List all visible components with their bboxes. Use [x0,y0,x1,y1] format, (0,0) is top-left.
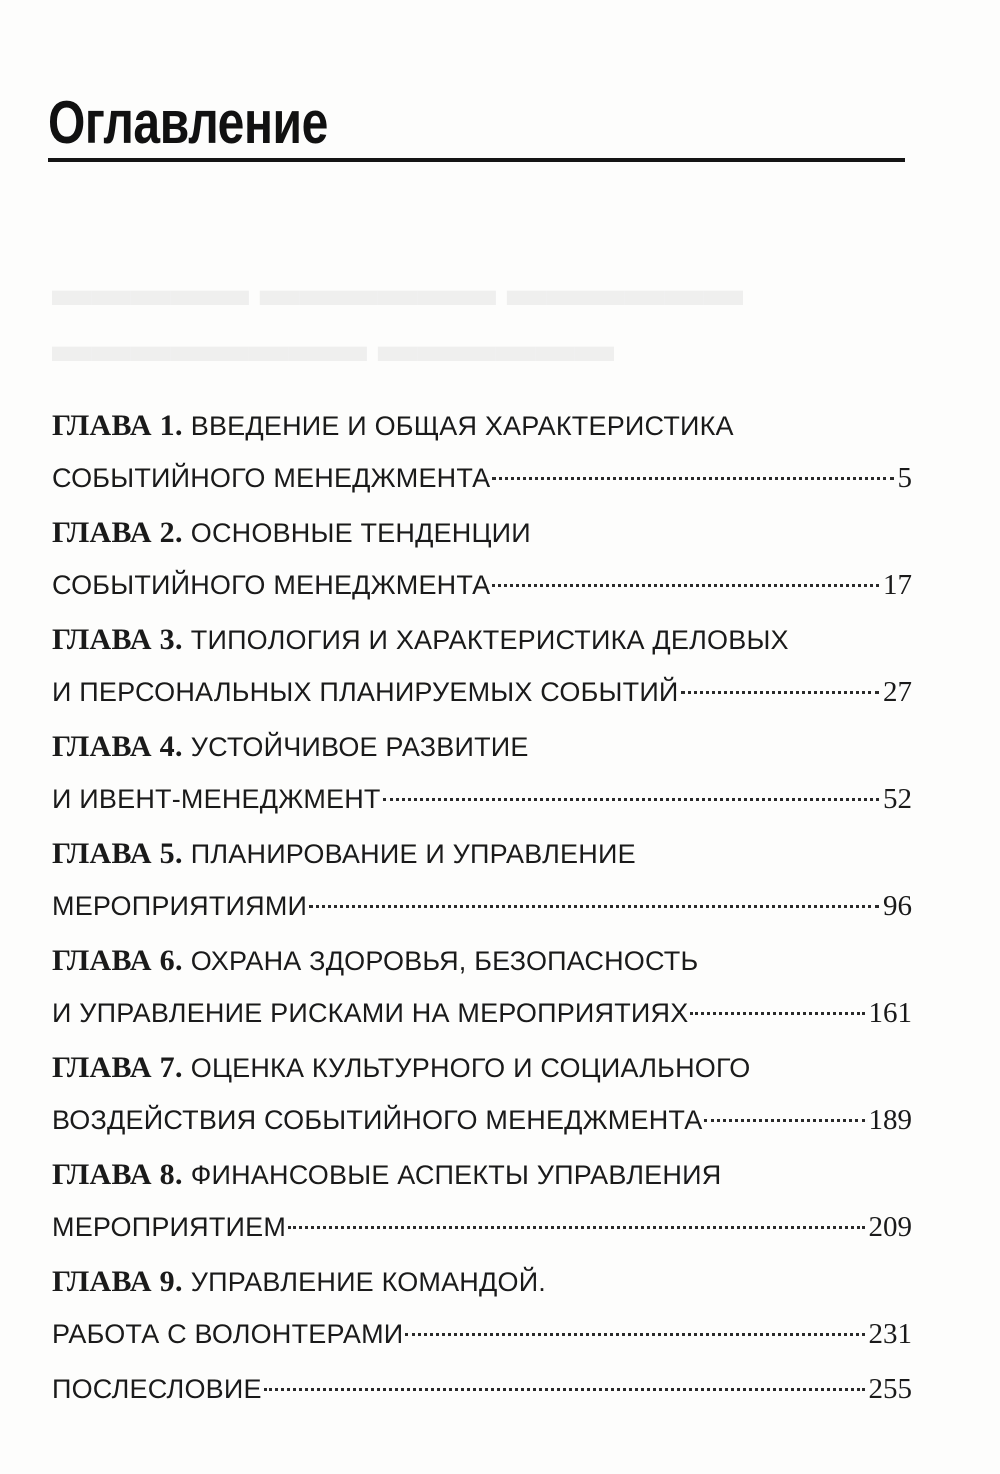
chapter-title-line2: ВОЗДЕЙСТВИЯ СОБЫТИЙНОГО МЕНЕДЖМЕНТА [52,1105,703,1135]
chapter-title-line1: ОЦЕНКА КУЛЬТУРНОГО И СОЦИАЛЬНОГО [190,1053,751,1083]
toc-entry-chapter-3[interactable] [52,614,912,721]
chapter-title-line1: ОХРАНА ЗДОРОВЬЯ, БЕЗОПАСНОСТЬ [190,946,699,976]
page-number: 5 [897,462,912,494]
page-number: 27 [883,676,912,708]
toc-entry-chapter-9[interactable] [52,1256,912,1363]
chapter-title-line2: И ИВЕНТ-МЕНЕДЖМЕНТ [52,784,381,814]
toc-entry-chapter-5[interactable] [52,828,912,935]
chapter-title-line2: И ПЕРСОНАЛЬНЫХ ПЛАНИРУЕМЫХ СОБЫТИЙ [52,677,679,707]
chapter-title-line1: УПРАВЛЕНИЕ КОМАНДОЙ. [190,1267,547,1297]
chapter-label: ГЛАВА 2. [52,516,183,549]
toc-entry-chapter-4[interactable] [52,721,912,828]
chapter-title-line1: ПЛАНИРОВАНИЕ И УПРАВЛЕНИЕ [190,839,636,869]
page-number: 255 [868,1373,912,1405]
dot-leader [309,875,879,908]
page-title: Оглавление [48,89,328,156]
dot-leader [264,1358,865,1391]
afterword-title: ПОСЛЕСЛОВИЕ [52,1374,262,1404]
chapter-label: ГЛАВА 3. [52,623,183,656]
chapter-title-line2: И УПРАВЛЕНИЕ РИСКАМИ НА МЕРОПРИЯТИЯХ [52,998,689,1028]
dot-leader [383,768,879,801]
chapter-label: ГЛАВА 7. [52,1051,183,1084]
table-of-contents [52,400,912,1423]
chapter-title-line2: МЕРОПРИЯТИЕМ [52,1212,287,1242]
bleed-through-shadow: ▬▬▬▬▬ ▬▬▬▬▬▬ ▬▬▬▬▬▬ [52,263,743,316]
page-number: 52 [883,783,912,815]
page-number: 96 [883,890,912,922]
dot-leader [690,982,864,1015]
toc-entry-chapter-8[interactable] [52,1149,912,1256]
dot-leader [288,1196,864,1229]
chapter-title-line2: СОБЫТИЙНОГО МЕНЕДЖМЕНТА [52,463,491,493]
toc-entry-afterword[interactable] [52,1363,912,1423]
page-number: 161 [868,997,912,1029]
toc-entry-chapter-1[interactable] [52,400,912,507]
chapter-label: ГЛАВА 5. [52,837,183,870]
title-underline [48,158,905,162]
chapter-title-line1: УСТОЙЧИВОЕ РАЗВИТИЕ [190,732,529,762]
dot-leader [704,1089,864,1122]
page-number: 231 [868,1318,912,1350]
dot-leader [681,661,879,694]
toc-entry-chapter-7[interactable] [52,1042,912,1149]
chapter-title-line1: ОСНОВНЫЕ ТЕНДЕНЦИИ [190,518,531,548]
toc-entry-chapter-2[interactable] [52,507,912,614]
chapter-label: ГЛАВА 8. [52,1158,183,1191]
toc-entry-chapter-6[interactable] [52,935,912,1042]
dot-leader [492,447,893,480]
chapter-label: ГЛАВА 6. [52,944,183,977]
page-number: 209 [868,1211,912,1243]
page-number: 189 [868,1104,912,1136]
chapter-title-line1: ВВЕДЕНИЕ И ОБЩАЯ ХАРАКТЕРИСТИКА [190,411,734,441]
chapter-title-line2: СОБЫТИЙНОГО МЕНЕДЖМЕНТА [52,570,491,600]
chapter-title-line2: РАБОТА С ВОЛОНТЕРАМИ [52,1319,404,1349]
page-number: 17 [883,569,912,601]
bleed-through-shadow: ▬▬▬▬▬▬▬▬ ▬▬▬▬▬▬ [52,319,614,372]
chapter-title-line1: ТИПОЛОГИЯ И ХАРАКТЕРИСТИКА ДЕЛОВЫХ [190,625,789,655]
chapter-title-line1: ФИНАНСОВЫЕ АСПЕКТЫ УПРАВЛЕНИЯ [190,1160,722,1190]
chapter-label: ГЛАВА 4. [52,730,183,763]
chapter-label: ГЛАВА 9. [52,1265,183,1298]
dot-leader [405,1303,864,1336]
dot-leader [492,554,879,587]
chapter-title-line2: МЕРОПРИЯТИЯМИ [52,891,308,921]
chapter-label: ГЛАВА 1. [52,409,183,442]
